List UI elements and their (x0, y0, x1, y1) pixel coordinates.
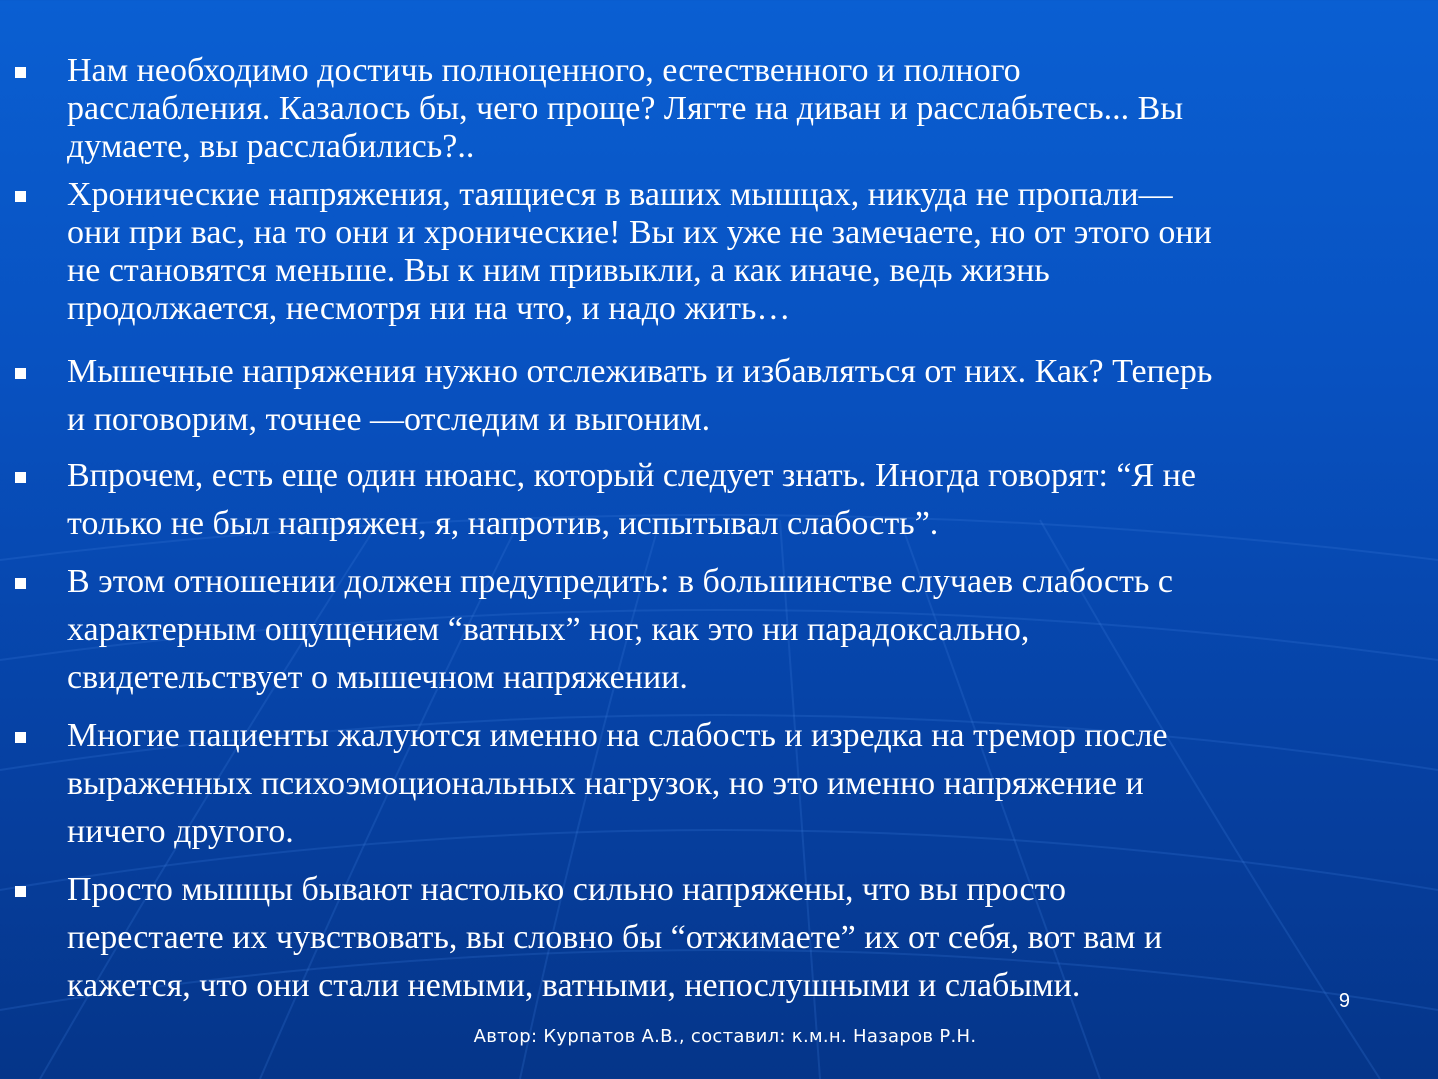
bullet-text: Хронические напряжения, таящиеся в ваших мышцах, никуда не пропали— они при вас, на то они и хронические! Вы их уже не замечаете, но от этого они не становятся меньше. Вы к ним привыкли, а как иначе, ведь жизнь продолжается, несмотря ни на что, и надо жить… (67, 176, 1212, 327)
bullet-item (0, 176, 1438, 348)
square-bullet-icon (15, 472, 26, 483)
slide-number: 9 (1338, 990, 1350, 1012)
bullet-item (0, 348, 1438, 452)
square-bullet-icon (15, 368, 26, 379)
bullet-item (0, 452, 1438, 558)
bullet-item (0, 52, 1438, 176)
bullet-text: Впрочем, есть еще один нюанс, который следует знать. Иногда говорят: “Я не только не был напряжен, я, напротив, испытывал слабость”. (67, 457, 1196, 542)
bullet-text: Мышечные напряжения нужно отслеживать и избавляться от них. Как? Теперь и поговорим, точнее —отследим и выгоним. (67, 353, 1213, 438)
square-bullet-icon (15, 732, 26, 743)
bullet-text: Нам необходимо достичь полноценного, естественного и полного расслабления. Казалось бы, чего проще? Лягте на диван и расслабьтесь... Вы думаете, вы расслабились?.. (67, 52, 1184, 165)
bullet-text: Многие пациенты жалуются именно на слабость и изредка на тремор после выраженных психоэмоциональных нагрузок, но это именно напряжение и ничего другого. (67, 717, 1168, 850)
square-bullet-icon (15, 67, 26, 78)
bullet-item (0, 866, 1438, 1010)
bullet-item (0, 712, 1438, 866)
bullet-text: В этом отношении должен предупредить: в большинстве случаев слабость с характерным ощущением “ватных” ног, как это ни парадоксально, свидетельствует о мышечном напряжении. (67, 563, 1174, 696)
footer-author: Автор: Курпатов А.В., составил: к.м.н. Назаров Р.Н. (473, 1026, 977, 1047)
square-bullet-icon (15, 886, 26, 897)
square-bullet-icon (15, 191, 26, 202)
bullet-item (0, 558, 1438, 712)
square-bullet-icon (15, 578, 26, 589)
bullet-list (0, 52, 1438, 1010)
bullet-text: Просто мышцы бывают настолько сильно напряжены, что вы просто перестаете их чувствовать, вы словно бы “отжимаете” их от себя, вот вам и кажется, что они стали немыми, ватными, непослушными и слабыми. (67, 871, 1163, 1004)
